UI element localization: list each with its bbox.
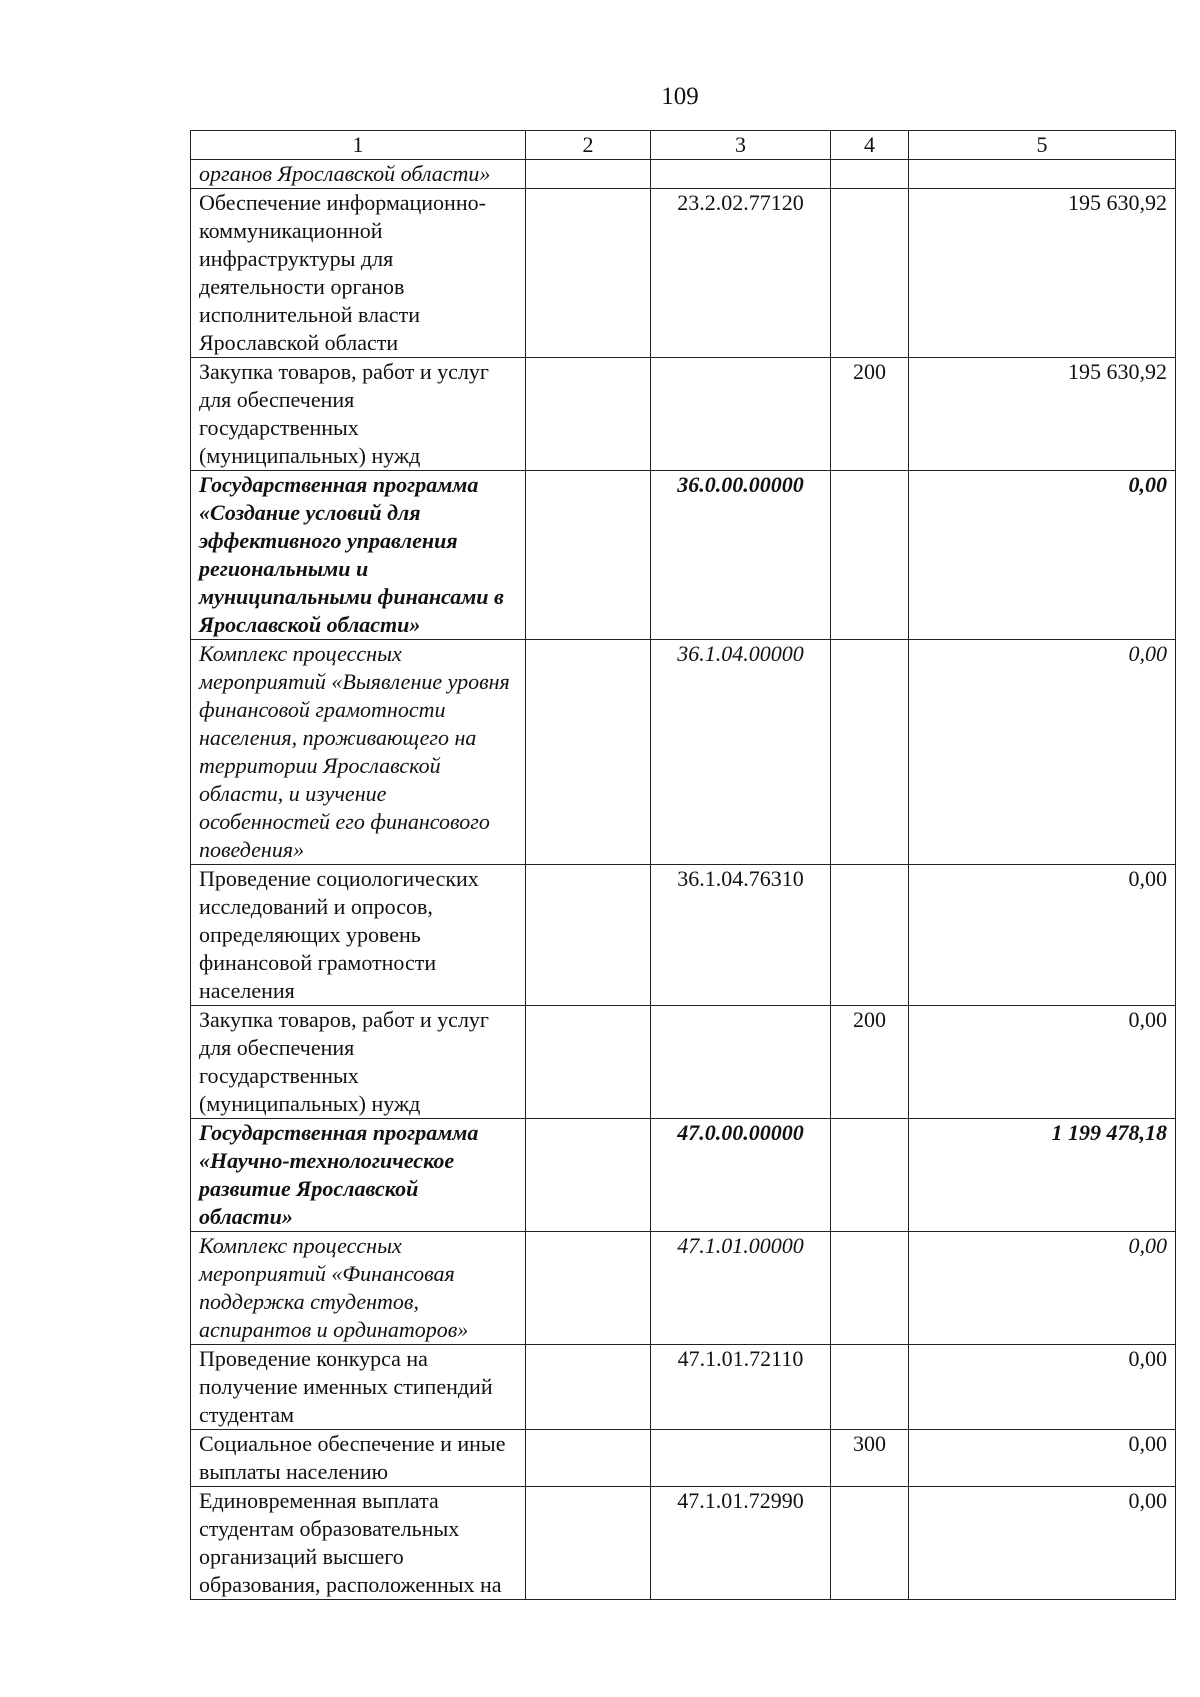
page-number: 109 (661, 83, 699, 110)
cell-col-3: 36.0.00.00000 (651, 471, 831, 640)
cell-col-3: 47.1.01.72110 (651, 1345, 831, 1430)
cell-col-2 (526, 640, 651, 865)
cell-col-1: Единовременная выплата студентам образовательных организаций высшего образования, расположенных на (191, 1487, 526, 1600)
table-row (191, 471, 1176, 640)
cell-col-4: 300 (831, 1430, 909, 1487)
cell-col-3: 36.1.04.76310 (651, 865, 831, 1006)
cell-col-2 (526, 1006, 651, 1119)
cell-col-1: органов Ярославской области» (191, 160, 526, 189)
cell-col-3: 47.1.01.72990 (651, 1487, 831, 1600)
header-col-4: 4 (831, 131, 909, 160)
cell-col-2 (526, 471, 651, 640)
table-header (191, 131, 1176, 160)
cell-col-4 (831, 1487, 909, 1600)
table-row (191, 865, 1176, 1006)
header-row (191, 131, 1176, 160)
cell-col-4: 200 (831, 358, 909, 471)
cell-col-3 (651, 1430, 831, 1487)
cell-col-4 (831, 160, 909, 189)
cell-col-1: Комплекс процессных мероприятий «Выявление уровня финансовой грамотности населения, проживающего на территории Ярославской области, и изучение особенностей его финансового поведения» (191, 640, 526, 865)
cell-col-1: Социальное обеспечение и иные выплаты населению (191, 1430, 526, 1487)
cell-col-4 (831, 1119, 909, 1232)
table-row (191, 189, 1176, 358)
cell-col-5: 195 630,92 (909, 189, 1176, 358)
cell-col-1: Обеспечение информационно-коммуникационной инфраструктуры для деятельности органов исполнительной власти Ярославской области (191, 189, 526, 358)
cell-col-4: 200 (831, 1006, 909, 1119)
cell-col-5: 0,00 (909, 1430, 1176, 1487)
cell-col-2 (526, 1430, 651, 1487)
table-row (191, 1430, 1176, 1487)
cell-col-1: Государственная программа «Научно-технологическое развитие Ярославской области» (191, 1119, 526, 1232)
cell-col-4 (831, 1345, 909, 1430)
cell-col-2 (526, 1487, 651, 1600)
cell-col-3: 47.1.01.00000 (651, 1232, 831, 1345)
cell-col-4 (831, 471, 909, 640)
cell-col-4 (831, 189, 909, 358)
header-col-3: 3 (651, 131, 831, 160)
cell-col-1: Комплекс процессных мероприятий «Финансовая поддержка студентов, аспирантов и ординаторов» (191, 1232, 526, 1345)
table-row (191, 1345, 1176, 1430)
table-row (191, 1487, 1176, 1600)
budget-table (190, 130, 1176, 1600)
cell-col-3: 36.1.04.00000 (651, 640, 831, 865)
header-col-5: 5 (909, 131, 1176, 160)
cell-col-4 (831, 640, 909, 865)
cell-col-4 (831, 865, 909, 1006)
cell-col-3 (651, 358, 831, 471)
cell-col-4 (831, 1232, 909, 1345)
cell-col-5: 195 630,92 (909, 358, 1176, 471)
cell-col-5 (909, 160, 1176, 189)
table-row (191, 160, 1176, 189)
cell-col-2 (526, 189, 651, 358)
cell-col-5: 0,00 (909, 865, 1176, 1006)
cell-col-1: Закупка товаров, работ и услуг для обеспечения государственных (муниципальных) нужд (191, 1006, 526, 1119)
cell-col-1: Проведение конкурса на получение именных стипендий студентам (191, 1345, 526, 1430)
cell-col-5: 1 199 478,18 (909, 1119, 1176, 1232)
cell-col-3: 23.2.02.77120 (651, 189, 831, 358)
table-row (191, 640, 1176, 865)
cell-col-1: Проведение социологических исследований и опросов, определяющих уровень финансовой грамотности населения (191, 865, 526, 1006)
cell-col-5: 0,00 (909, 1006, 1176, 1119)
table-body (191, 160, 1176, 1600)
cell-col-3 (651, 1006, 831, 1119)
header-col-2: 2 (526, 131, 651, 160)
cell-col-3: 47.0.00.00000 (651, 1119, 831, 1232)
cell-col-5: 0,00 (909, 1487, 1176, 1600)
cell-col-3 (651, 160, 831, 189)
cell-col-2 (526, 1119, 651, 1232)
table-row (191, 1232, 1176, 1345)
cell-col-2 (526, 1232, 651, 1345)
cell-col-2 (526, 1345, 651, 1430)
cell-col-1: Государственная программа «Создание условий для эффективного управления региональными и муниципальными финансами в Ярославской области» (191, 471, 526, 640)
table-row (191, 1006, 1176, 1119)
cell-col-5: 0,00 (909, 1345, 1176, 1430)
cell-col-2 (526, 358, 651, 471)
cell-col-5: 0,00 (909, 1232, 1176, 1345)
table-row (191, 358, 1176, 471)
cell-col-2 (526, 865, 651, 1006)
cell-col-2 (526, 160, 651, 189)
cell-col-1: Закупка товаров, работ и услуг для обеспечения государственных (муниципальных) нужд (191, 358, 526, 471)
table-row (191, 1119, 1176, 1232)
cell-col-5: 0,00 (909, 471, 1176, 640)
header-col-1: 1 (191, 131, 526, 160)
cell-col-5: 0,00 (909, 640, 1176, 865)
